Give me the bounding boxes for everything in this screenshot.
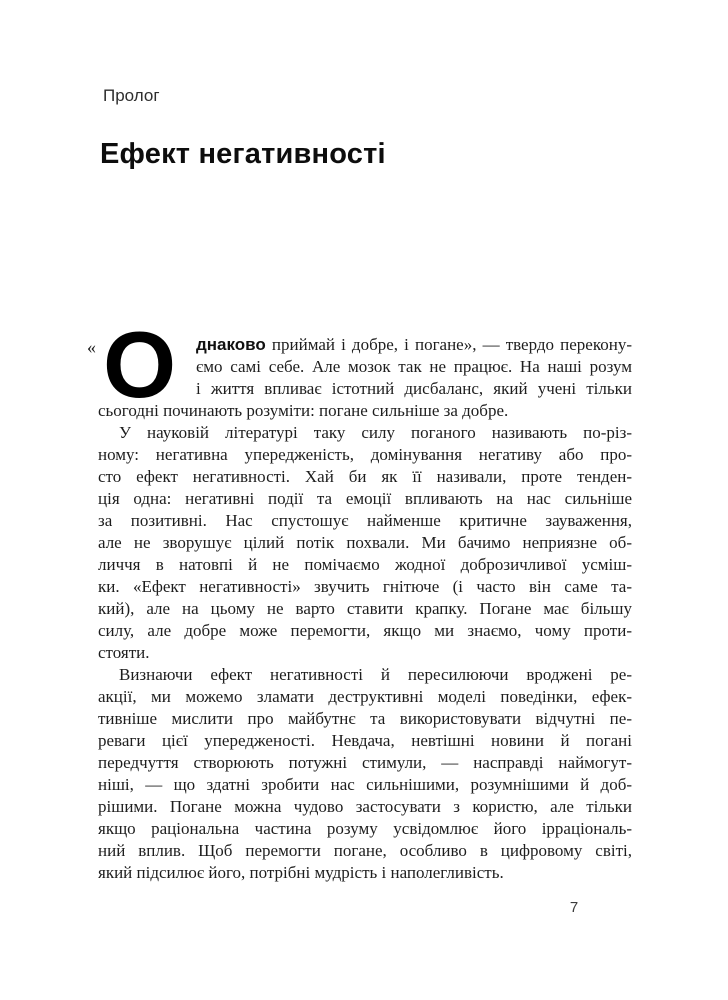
text-line: стояти. [98,643,150,662]
paragraph [87,312,632,422]
paragraph [98,664,632,884]
text-line: ному: негативна упередженість, домінування негативу або про- [98,445,632,464]
paragraph [98,422,632,664]
text-line: Визнаючи ефект негативності й пересилюючи вроджені ре- [119,665,632,684]
text-line: ємо самі себе. Але мозок так не працює. На наші розум [196,357,632,376]
text-line: реваги цієї упередженості. Невдача, невтішні новини й погані [98,731,632,750]
chapter-kicker: Пролог [103,86,160,105]
text-line: тивніше мислити про майбутнє та використовувати відчутні пе- [98,709,632,728]
text-line: днаково приймай і добре, і погане», — твердо перекону- [196,335,632,354]
bold-lead-word: днаково [196,335,266,354]
text-line: рішими. Погане можна чудово застосувати з користю, але тільки [98,797,632,816]
text-line: акції, ми можемо зламати деструктивні моделі поведінки, ефек- [98,687,632,706]
body-text [87,312,632,884]
opening-quote-mark: « [87,337,96,357]
text-line: ний вплив. Щоб перемогти погане, особливо в цифровому світі, [98,841,632,860]
text-line: ція одна: негативні події та емоції впливають на нас сильніше [98,489,632,508]
text-line: сто ефект негативності. Хай би як її називали, проте тенден- [98,467,632,486]
text-line: сьогодні починають розуміти: погане сильніше за добре. [98,401,509,420]
chapter-title: Ефект негативності [100,138,386,170]
text-line: ніші, — що здатні зробити нас сильнішими, розумнішими й доб- [98,775,632,794]
text-line: ки. «Ефект негативності» звучить гнітюче (і часто він саме та- [98,577,632,596]
text-line: і життя впливає істотний дисбаланс, який учені тільки [196,379,632,398]
text-line: якщо раціональна частина розуму усвідомлює його ірраціональ- [98,819,632,838]
text-line: передчуття створюють потужні стимули, — насправді наймогут- [98,753,632,772]
text-line: за позитивні. Нас спустошує найменше критичне зауваження, [98,511,632,530]
page-number: 7 [569,899,579,916]
text-line: кий), але на цьому не варто ставити крапку. Погане має більшу [98,599,632,618]
text-line: У науковій літературі таку силу поганого називають по-різ- [119,423,632,442]
drop-cap-letter: О [103,312,177,417]
text-line: який підсилює його, потрібні мудрість і наполегливість. [98,863,504,882]
text-line: але не зворушує цілий потік похвали. Ми бачимо неприязне об- [98,533,632,552]
text-line: личчя в натовпі й не помічаємо жодної доброзичливої усміш- [98,555,632,574]
text-line: силу, але добре може перемогти, якщо ми знаємо, чому проти- [98,621,632,640]
